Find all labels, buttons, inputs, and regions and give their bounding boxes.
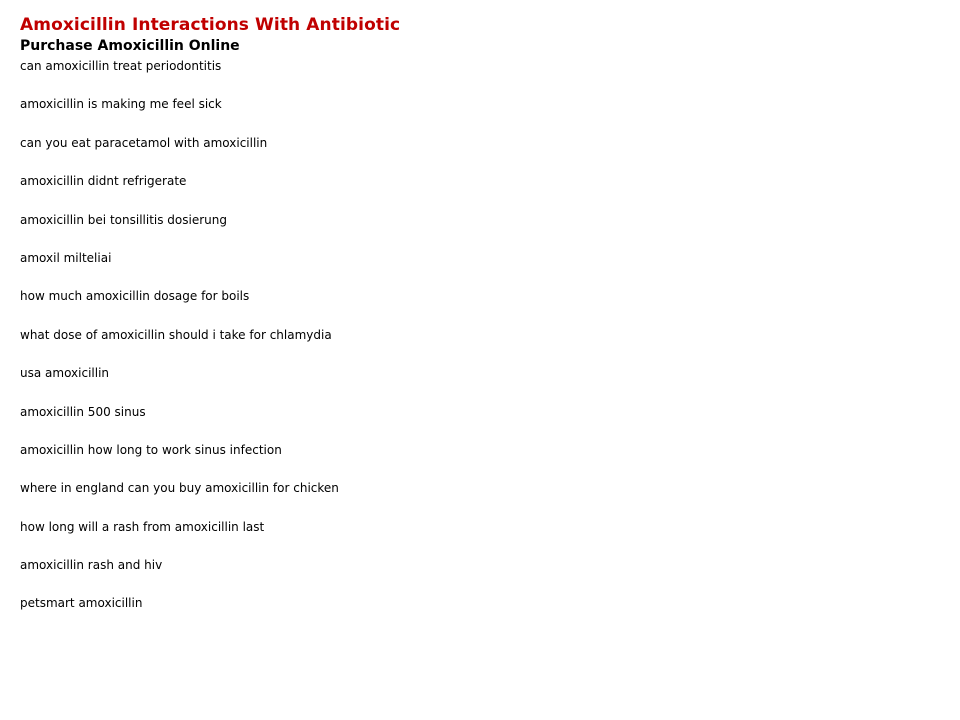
text-line-list bbox=[20, 59, 920, 635]
text-line: amoxicillin didnt refrigerate bbox=[20, 174, 187, 189]
text-line: can amoxicillin treat periodontitis bbox=[20, 59, 222, 73]
text-line: amoxicillin rash and hiv bbox=[20, 558, 163, 573]
text-line: amoxicillin is making me feel sick bbox=[20, 97, 222, 112]
text-line: can you eat paracetamol with amoxicillin bbox=[20, 135, 268, 150]
page-title: Amoxicillin Interactions With Antibiotic bbox=[20, 15, 401, 35]
text-line: how long will a rash from amoxicillin last bbox=[20, 519, 265, 534]
text-line: how much amoxicillin dosage for boils bbox=[20, 289, 250, 304]
text-line: usa amoxicillin bbox=[20, 366, 110, 381]
text-line: petsmart amoxicillin bbox=[20, 596, 143, 611]
text-line: amoxicillin how long to work sinus infection bbox=[20, 442, 282, 457]
text-line: what dose of amoxicillin should i take for chlamydia bbox=[20, 327, 332, 342]
text-line: amoxil milteliai bbox=[20, 250, 112, 265]
text-line: amoxicillin 500 sinus bbox=[20, 404, 146, 419]
page-subtitle: Purchase Amoxicillin Online bbox=[20, 38, 240, 54]
text-line: where in england can you buy amoxicillin for chicken bbox=[20, 481, 339, 496]
slide bbox=[20, 14, 920, 635]
text-line: amoxicillin bei tonsillitis dosierung bbox=[20, 212, 227, 227]
